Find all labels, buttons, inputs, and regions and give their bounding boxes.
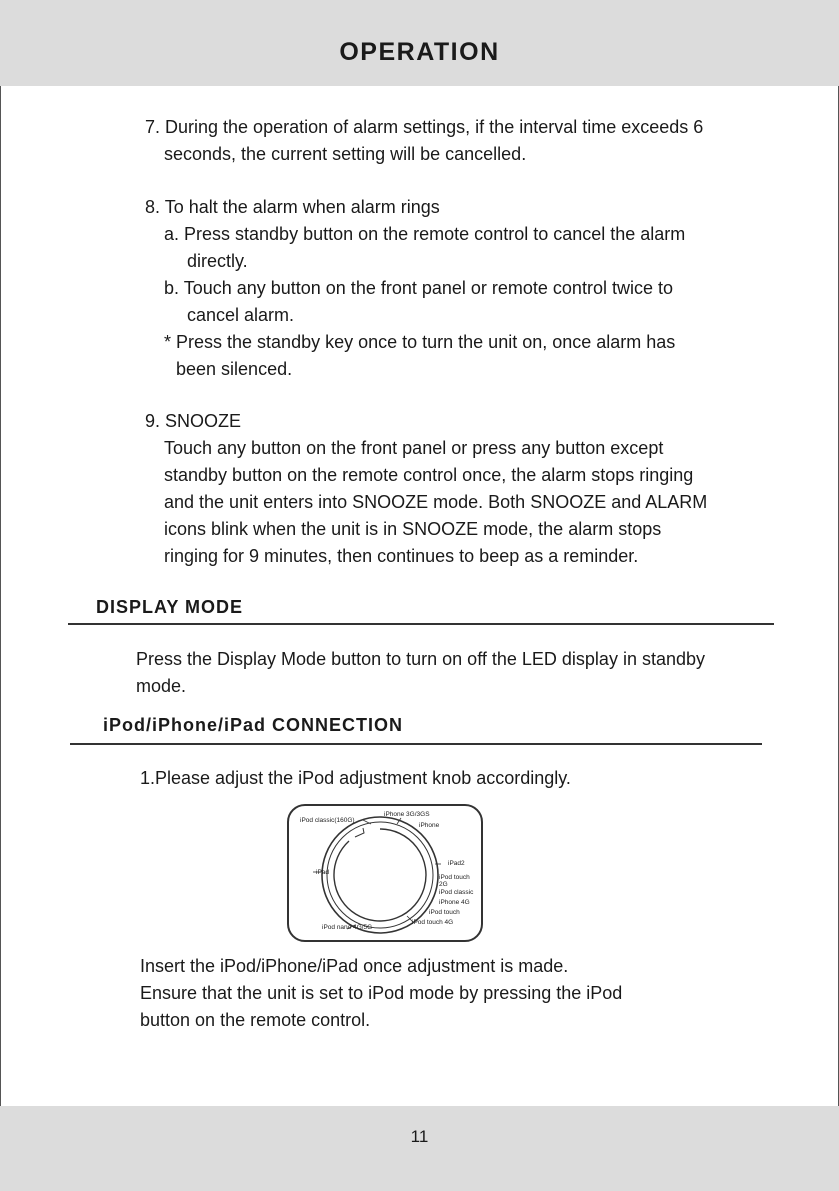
page-number: 11 xyxy=(410,1127,429,1146)
item-8-b-line-2: cancel alarm. xyxy=(187,305,295,325)
label-ipad: iPad xyxy=(316,869,330,876)
item-8-title: 8. To halt the alarm when alarm rings xyxy=(145,197,440,217)
connection-after-line-2: Ensure that the unit is set to iPod mode by pressing the iPod xyxy=(140,983,623,1003)
display-mode-rule xyxy=(68,623,774,625)
connection-step-1: 1.Please adjust the iPod adjustment knob accordingly. xyxy=(140,768,571,788)
connection-heading: iPod/iPhone/iPad CONNECTION xyxy=(103,715,404,735)
item-9-line-4: icons blink when the unit is in SNOOZE mode, the alarm stops xyxy=(164,519,662,539)
item-9-line-1: Touch any button on the front panel or press any button except xyxy=(164,438,664,458)
page-title: OPERATION xyxy=(339,38,500,66)
adjustment-knob-diagram xyxy=(287,804,483,942)
item-8-b-line-1: b. Touch any button on the front panel or remote control twice to xyxy=(164,278,673,298)
display-mode-heading: DISPLAY MODE xyxy=(96,597,244,617)
display-mode-line-2: mode. xyxy=(136,676,187,696)
label-ipad2: iPad2 xyxy=(448,860,465,867)
label-ipod-touch-4g: iPod touch 4G xyxy=(412,919,454,926)
connection-after-line-1: Insert the iPod/iPhone/iPad once adjustment is made. xyxy=(140,956,569,976)
label-ipod-classic: iPod classic xyxy=(439,889,474,896)
page-header xyxy=(0,0,839,86)
connection-rule xyxy=(70,743,762,745)
label-ipod-touch-2g-line-1: iPod touch xyxy=(439,874,470,881)
label-iphone: iPhone xyxy=(419,822,440,829)
item-8-note-line-2: been silenced. xyxy=(176,359,293,379)
label-iphone-3g-3gs: iPhone 3G/3GS xyxy=(384,811,430,818)
label-ipod-touch: iPod touch xyxy=(429,909,460,916)
label-iphone-4g: iPhone 4G xyxy=(439,899,470,906)
item-9-line-5: ringing for 9 minutes, then continues to beep as a reminder. xyxy=(164,546,639,566)
page-footer xyxy=(0,1106,839,1191)
item-8-a-line-2: directly. xyxy=(187,251,248,271)
label-ipod-nano-4g-5g: iPod nano 4G/5G xyxy=(322,924,373,931)
display-mode-line-1: Press the Display Mode button to turn on off the LED display in standby xyxy=(136,649,705,669)
item-9-title: 9. SNOOZE xyxy=(145,411,242,431)
item-8-a-line-1: a. Press standby button on the remote control to cancel the alarm xyxy=(164,224,686,244)
label-ipod-touch-2g-line-2: 2G xyxy=(439,881,448,888)
label-ipod-classic-160g: iPod classic(160G) xyxy=(300,817,355,824)
item-8-note-line-1: * Press the standby key once to turn the unit on, once alarm has xyxy=(164,332,676,352)
connection-after-line-3: button on the remote control. xyxy=(140,1010,371,1030)
item-7-line-1: 7. During the operation of alarm settings, if the interval time exceeds 6 xyxy=(145,117,704,137)
item-7-line-2: seconds, the current setting will be cancelled. xyxy=(164,144,527,164)
item-9-line-3: and the unit enters into SNOOZE mode. Both SNOOZE and ALARM xyxy=(164,492,708,512)
item-9-line-2: standby button on the remote control once, the alarm stops ringing xyxy=(164,465,694,485)
